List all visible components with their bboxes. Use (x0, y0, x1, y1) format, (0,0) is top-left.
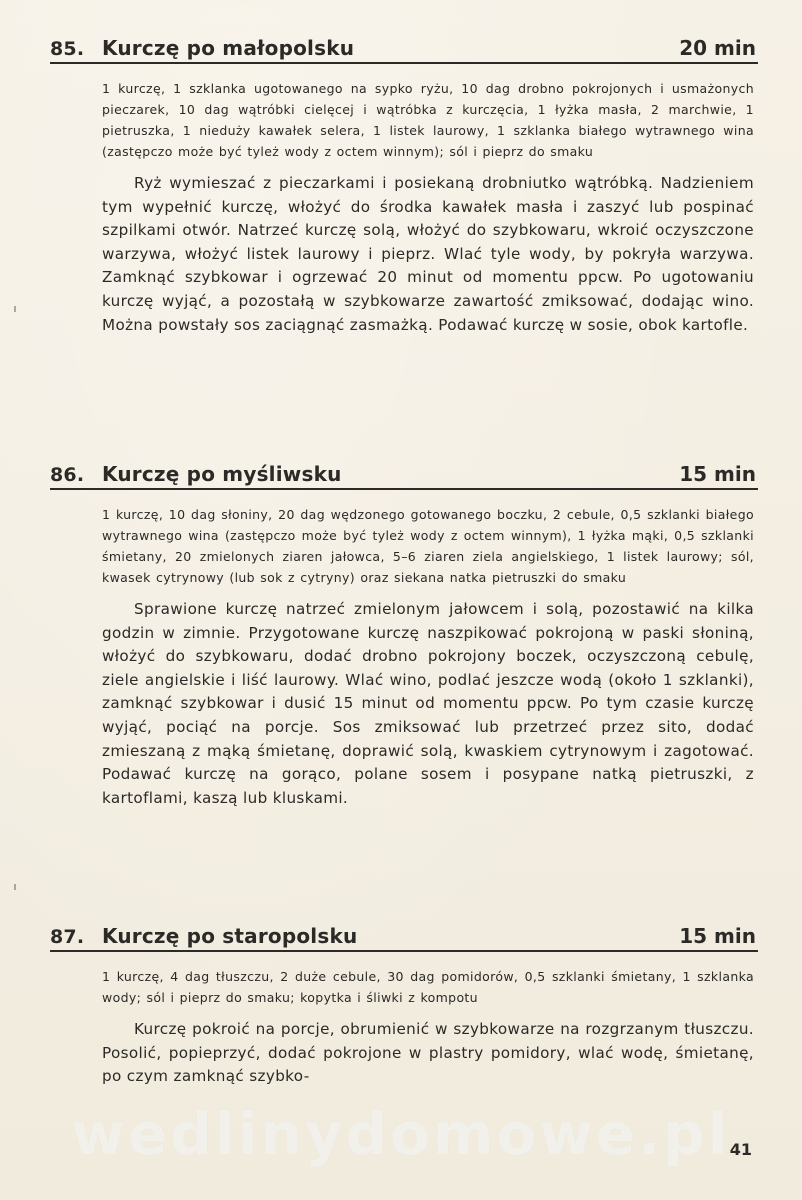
recipe-header (50, 32, 758, 64)
recipe-title: Kurczę po staropolsku (102, 924, 358, 948)
recipe-85 (50, 32, 758, 337)
recipe-ingredients: 1 kurczę, 4 dag tłuszczu, 2 duże cebule, 30 dag pomidorów, 0,5 szklanki śmietany, 1 szklanka wody; sól i pieprz do smaku; kopytka i śliwki z kompotu (102, 969, 754, 1005)
watermark: wedlinydomowe.pl (71, 1100, 731, 1168)
recipe-header (50, 920, 758, 952)
recipe-instructions: Kurczę pokroić na porcje, obrumienić w szybkowarze na rozgrzanym tłuszczu. Posolić, popieprzyć, dodać pokrojone w plastry pomidory, wlać wodę, śmietanę, po czym zamknąć szybko- (102, 1020, 754, 1086)
recipe-87 (50, 920, 758, 1089)
recipe-time: 15 min (679, 924, 756, 948)
recipe-ingredients: 1 kurczę, 10 dag słoniny, 20 dag wędzonego gotowanego boczku, 2 cebule, 0,5 szklanki białego wytrawnego wina (zastępczo może być tyleż wody z octem winnym), 1 łyżka mąki, 0,5 szklanki śmietany, 20 zmielonych ziaren jałowca, 5–6 ziaren ziela angielskiego, 1 listek laurowy; sól, kwasek cytrynowy (lub sok z cytryny) oraz siekana natka pietruszki do smaku (102, 507, 754, 585)
recipe-instructions: Sprawione kurczę natrzeć zmielonym jałowcem i solą, pozostawić na kilka godzin w zimnie. Przygotowane kurczę naszpikować pokrojoną w paski słoniną, włożyć do szybkowaru, dodać drobno pokrojony boczek, oczyszczoną cebulę, ziele angielskie i liść laurowy. Wlać wino, podlać jeszcze wodą (około 1 szklanki), zamknąć szybkowar i dusić 15 minut od momentu ppcw. Po tym czasie kurczę wyjąć, pociąć na porcje. Sos zmiksować lub przetrzeć przez sito, dodać zmieszaną z mąką śmietanę, doprawić solą, kwaskiem cytrynowym i zagotować. Podawać kurczę na gorąco, polane sosem i posypane natką pietruszki, z kartoflami, kaszą lub kluskami. (102, 600, 754, 807)
recipe-time: 20 min (679, 36, 756, 60)
recipe-ingredients: 1 kurczę, 1 szklanka ugotowanego na sypko ryżu, 10 dag drobno pokrojonych i usmażonych pieczarek, 10 dag wątróbki cielęcej i wątróbka z kurczęcia, 1 łyżka masła, 2 marchwie, 1 pietruszka, 1 nieduży kawałek selera, 1 listek laurowy, 1 szklanka białego wytrawnego wina (zastępczo może być tyleż wody z octem winnym); sól i pieprz do smaku (102, 81, 754, 159)
margin-mark (14, 306, 16, 312)
recipe-number: 85. (50, 38, 85, 60)
recipe-instructions: Ryż wymieszać z pieczarkami i posiekaną drobniutko wątróbką. Nadzieniem tym wypełnić kurczę, włożyć do środka kawałek masła i zaszyć lub pospinać szpilkami otwór. Natrzeć kurczę solą, włożyć do szybkowaru, wkroić oczyszczone warzywa, włożyć listek laurowy i pieprz. Wlać tyle wody, by pokryła warzywa. Zamknąć szybkowar i ogrzewać 20 minut od momentu ppcw. Po ugotowaniu kurczę wyjąć, a pozostałą w szybkowarze zawartość zmiksować, dodając wino. Można powstały sos zaciągnąć zasmażką. Podawać kurczę w sosie, obok kartofle. (102, 174, 754, 334)
recipe-header (50, 458, 758, 490)
recipe-number: 86. (50, 464, 85, 486)
margin-mark (14, 884, 16, 890)
recipe-title: Kurczę po myśliwsku (102, 462, 342, 486)
page-number: 41 (729, 1140, 752, 1159)
recipe-86 (50, 458, 758, 810)
recipe-time: 15 min (679, 462, 756, 486)
recipe-number: 87. (50, 926, 85, 948)
recipe-title: Kurczę po małopolsku (102, 36, 355, 60)
